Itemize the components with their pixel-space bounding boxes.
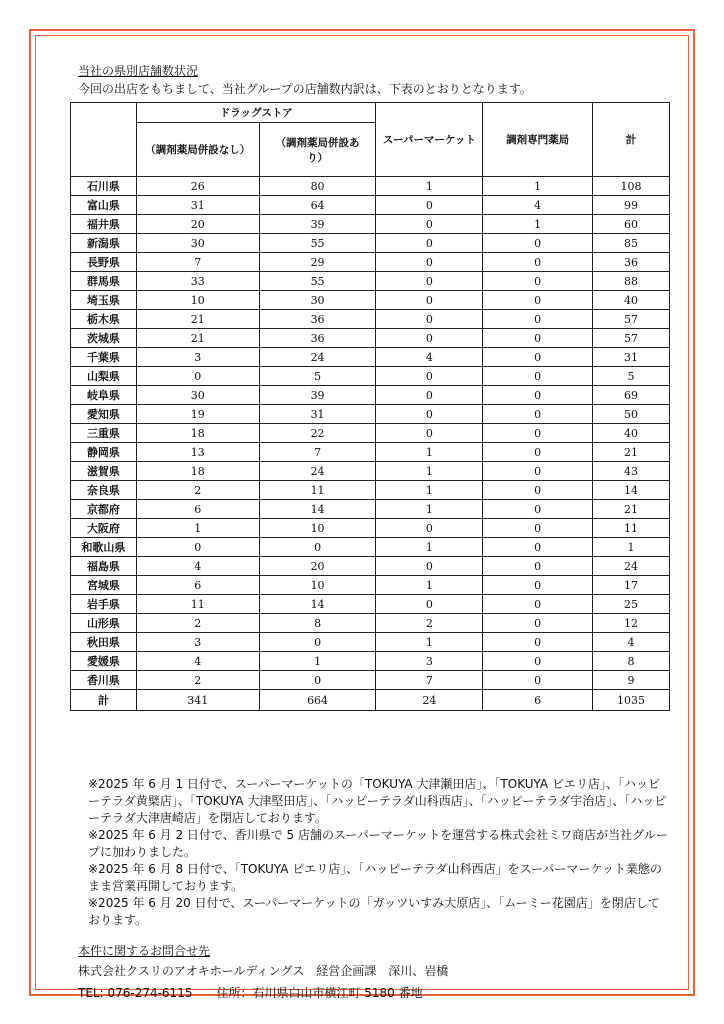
- cell-supermarket: 0: [376, 386, 483, 405]
- cell-drugstore-no-pharmacy: 21: [136, 329, 259, 348]
- cell-drugstore-no-pharmacy: 341: [136, 690, 259, 711]
- table-row: [71, 519, 670, 538]
- table-row: [71, 443, 670, 462]
- cell-drugstore-no-pharmacy: 30: [136, 234, 259, 253]
- cell-supermarket: 0: [376, 253, 483, 272]
- cell-supermarket: 0: [376, 215, 483, 234]
- cell-drugstore-with-pharmacy: 8: [259, 614, 376, 633]
- cell-drugstore-with-pharmacy: 30: [259, 291, 376, 310]
- cell-drugstore-with-pharmacy: 0: [259, 671, 376, 690]
- cell-pref: 岐阜県: [71, 386, 137, 405]
- cell-supermarket: 1: [376, 500, 483, 519]
- table-row: [71, 272, 670, 291]
- cell-drugstore-with-pharmacy: 11: [259, 481, 376, 500]
- cell-total: 69: [593, 386, 670, 405]
- table-row: [71, 367, 670, 386]
- cell-drugstore-no-pharmacy: 13: [136, 443, 259, 462]
- cell-drugstore-with-pharmacy: 5: [259, 367, 376, 386]
- cell-drugstore-with-pharmacy: 80: [259, 177, 376, 196]
- cell-drugstore-with-pharmacy: 10: [259, 576, 376, 595]
- cell-dispensing: 0: [483, 576, 593, 595]
- intro-text: 今回の出店をもちまして、当社グループの店舗数内訳は、下表のとおりとなります。: [78, 82, 532, 96]
- note-4: ※2025 年 6 月 20 日付で、スーパーマーケットの「ガッツいすみ大原店」、「ムーミー花園店」を閉店しております。: [88, 896, 660, 927]
- note-2: ※2025 年 6 月 2 日付で、香川県で 5 店舗のスーパーマーケットを運営する株式会社ミワ商店が当社グループに加わりました。: [88, 828, 668, 859]
- cell-drugstore-no-pharmacy: 2: [136, 481, 259, 500]
- cell-total: 99: [593, 196, 670, 215]
- cell-pref: 石川県: [71, 177, 137, 196]
- cell-pref: 栃木県: [71, 310, 137, 329]
- cell-drugstore-no-pharmacy: 4: [136, 557, 259, 576]
- cell-pref: 岩手県: [71, 595, 137, 614]
- table-body: [71, 177, 670, 711]
- header-drugstore-group: ドラッグストア: [136, 103, 376, 123]
- cell-drugstore-no-pharmacy: 3: [136, 348, 259, 367]
- cell-dispensing: 6: [483, 690, 593, 711]
- cell-drugstore-no-pharmacy: 1: [136, 519, 259, 538]
- cell-supermarket: 1: [376, 462, 483, 481]
- cell-total: 21: [593, 500, 670, 519]
- notes-block: [88, 776, 668, 929]
- cell-drugstore-with-pharmacy: 55: [259, 272, 376, 291]
- cell-total: 43: [593, 462, 670, 481]
- cell-total: 36: [593, 253, 670, 272]
- cell-total: 31: [593, 348, 670, 367]
- cell-dispensing: 0: [483, 234, 593, 253]
- header-without-pharmacy: （調剤薬局併設なし）: [136, 123, 259, 177]
- cell-drugstore-no-pharmacy: 31: [136, 196, 259, 215]
- cell-supermarket: 0: [376, 196, 483, 215]
- section-title: 当社の県別店舗数状況: [78, 64, 199, 78]
- cell-supermarket: 4: [376, 348, 483, 367]
- cell-pref: 香川県: [71, 671, 137, 690]
- cell-total: 25: [593, 595, 670, 614]
- table-row: [71, 500, 670, 519]
- table-row: [71, 538, 670, 557]
- cell-supermarket: 0: [376, 405, 483, 424]
- table-row: [71, 291, 670, 310]
- cell-drugstore-no-pharmacy: 30: [136, 386, 259, 405]
- cell-supermarket: 0: [376, 595, 483, 614]
- cell-pref: 福井県: [71, 215, 137, 234]
- table-row: [71, 595, 670, 614]
- table-row: [71, 215, 670, 234]
- document-body: [70, 62, 670, 1000]
- contact-title: 本件に関するお問合せ先: [78, 944, 211, 958]
- cell-dispensing: 0: [483, 614, 593, 633]
- cell-drugstore-no-pharmacy: 7: [136, 253, 259, 272]
- cell-dispensing: 0: [483, 272, 593, 291]
- cell-total: 40: [593, 291, 670, 310]
- table-row: [71, 424, 670, 443]
- cell-drugstore-with-pharmacy: 39: [259, 215, 376, 234]
- header-with-pharmacy: （調剤薬局併設あり）: [259, 123, 376, 177]
- cell-drugstore-no-pharmacy: 11: [136, 595, 259, 614]
- cell-total: 24: [593, 557, 670, 576]
- cell-pref: 大阪府: [71, 519, 137, 538]
- cell-drugstore-no-pharmacy: 2: [136, 671, 259, 690]
- cell-supermarket: 0: [376, 272, 483, 291]
- table-row: [71, 652, 670, 671]
- cell-dispensing: 0: [483, 443, 593, 462]
- table-row: [71, 310, 670, 329]
- table-row: [71, 234, 670, 253]
- cell-supermarket: 1: [376, 481, 483, 500]
- note-1: ※2025 年 6 月 1 日付で、スーパーマーケットの「TOKUYA 大津瀬田店」、「TOKUYA ピエリ店」、「ハッピーテラダ黄檗店」、「TOKUYA 大津堅田店」、「ハッピーテラダ山科西店」、「ハッピーテラダ宇治店」、「ハッピーテラダ大津唐崎店」を閉店しております。: [88, 777, 667, 825]
- cell-pref: 山形県: [71, 614, 137, 633]
- table-row: [71, 348, 670, 367]
- cell-total: 88: [593, 272, 670, 291]
- cell-supermarket: 24: [376, 690, 483, 711]
- note-3: ※2025 年 6 月 8 日付で、「TOKUYA ピエリ店」、「ハッピーテラダ山科西店」をスーパーマーケット業態のまま営業再開しております。: [88, 862, 662, 893]
- cell-pref: 群馬県: [71, 272, 137, 291]
- cell-supermarket: 0: [376, 329, 483, 348]
- cell-pref: 新潟県: [71, 234, 137, 253]
- cell-supermarket: 7: [376, 671, 483, 690]
- cell-total: 21: [593, 443, 670, 462]
- cell-drugstore-with-pharmacy: 29: [259, 253, 376, 272]
- cell-pref: 静岡県: [71, 443, 137, 462]
- cell-pref: 愛媛県: [71, 652, 137, 671]
- cell-drugstore-with-pharmacy: 664: [259, 690, 376, 711]
- cell-pref: 奈良県: [71, 481, 137, 500]
- cell-dispensing: 0: [483, 253, 593, 272]
- cell-total: 85: [593, 234, 670, 253]
- cell-pref: 三重県: [71, 424, 137, 443]
- table-total-row: [71, 690, 670, 711]
- cell-supermarket: 1: [376, 538, 483, 557]
- cell-drugstore-with-pharmacy: 7: [259, 443, 376, 462]
- cell-dispensing: 0: [483, 329, 593, 348]
- cell-supermarket: 0: [376, 291, 483, 310]
- table-row: [71, 576, 670, 595]
- cell-drugstore-with-pharmacy: 64: [259, 196, 376, 215]
- cell-dispensing: 0: [483, 633, 593, 652]
- cell-total: 12: [593, 614, 670, 633]
- cell-pref: 茨城県: [71, 329, 137, 348]
- header-supermarket: スーパーマーケット: [376, 103, 483, 177]
- cell-pref: 愛知県: [71, 405, 137, 424]
- cell-dispensing: 1: [483, 177, 593, 196]
- cell-drugstore-no-pharmacy: 18: [136, 424, 259, 443]
- cell-drugstore-no-pharmacy: 3: [136, 633, 259, 652]
- cell-total: 50: [593, 405, 670, 424]
- table-row: [71, 253, 670, 272]
- cell-drugstore-with-pharmacy: 20: [259, 557, 376, 576]
- cell-drugstore-with-pharmacy: 31: [259, 405, 376, 424]
- cell-dispensing: 0: [483, 386, 593, 405]
- cell-drugstore-with-pharmacy: 14: [259, 500, 376, 519]
- cell-drugstore-with-pharmacy: 10: [259, 519, 376, 538]
- cell-pref: 和歌山県: [71, 538, 137, 557]
- cell-pref: 埼玉県: [71, 291, 137, 310]
- cell-supermarket: 1: [376, 177, 483, 196]
- cell-total: 4: [593, 633, 670, 652]
- store-count-table: [70, 102, 670, 711]
- cell-drugstore-no-pharmacy: 6: [136, 500, 259, 519]
- cell-supermarket: 1: [376, 576, 483, 595]
- cell-supermarket: 0: [376, 519, 483, 538]
- cell-dispensing: 0: [483, 348, 593, 367]
- cell-drugstore-no-pharmacy: 2: [136, 614, 259, 633]
- cell-dispensing: 4: [483, 196, 593, 215]
- table-row: [71, 614, 670, 633]
- cell-total: 1: [593, 538, 670, 557]
- cell-drugstore-with-pharmacy: 22: [259, 424, 376, 443]
- cell-supermarket: 2: [376, 614, 483, 633]
- cell-drugstore-no-pharmacy: 26: [136, 177, 259, 196]
- cell-supermarket: 0: [376, 557, 483, 576]
- cell-dispensing: 0: [483, 310, 593, 329]
- table-row: [71, 386, 670, 405]
- table-row: [71, 329, 670, 348]
- cell-total: 17: [593, 576, 670, 595]
- cell-drugstore-with-pharmacy: 55: [259, 234, 376, 253]
- table-row: [71, 633, 670, 652]
- cell-total: 40: [593, 424, 670, 443]
- cell-total: 57: [593, 329, 670, 348]
- cell-pref: 秋田県: [71, 633, 137, 652]
- header-pref-blank: [71, 103, 137, 177]
- cell-drugstore-no-pharmacy: 4: [136, 652, 259, 671]
- cell-pref: 長野県: [71, 253, 137, 272]
- contact-phone-address: TEL: 076-274-6115 住所：石川県白山市横江町 5180 番地: [78, 986, 423, 1000]
- cell-drugstore-no-pharmacy: 6: [136, 576, 259, 595]
- cell-supermarket: 0: [376, 424, 483, 443]
- cell-drugstore-no-pharmacy: 21: [136, 310, 259, 329]
- cell-drugstore-with-pharmacy: 24: [259, 462, 376, 481]
- cell-total: 14: [593, 481, 670, 500]
- cell-pref: 宮城県: [71, 576, 137, 595]
- cell-total: 1035: [593, 690, 670, 711]
- cell-supermarket: 3: [376, 652, 483, 671]
- cell-dispensing: 0: [483, 519, 593, 538]
- cell-pref: 富山県: [71, 196, 137, 215]
- cell-pref: 山梨県: [71, 367, 137, 386]
- cell-drugstore-no-pharmacy: 10: [136, 291, 259, 310]
- cell-supermarket: 0: [376, 234, 483, 253]
- header-dispensing-pharmacy: 調剤専門薬局: [483, 103, 593, 177]
- cell-drugstore-with-pharmacy: 1: [259, 652, 376, 671]
- cell-pref: 計: [71, 690, 137, 711]
- cell-total: 9: [593, 671, 670, 690]
- cell-drugstore-with-pharmacy: 36: [259, 329, 376, 348]
- cell-supermarket: 0: [376, 367, 483, 386]
- cell-pref: 福島県: [71, 557, 137, 576]
- table-row: [71, 177, 670, 196]
- cell-drugstore-with-pharmacy: 36: [259, 310, 376, 329]
- cell-pref: 京都府: [71, 500, 137, 519]
- cell-dispensing: 0: [483, 367, 593, 386]
- cell-supermarket: 0: [376, 310, 483, 329]
- table-row: [71, 196, 670, 215]
- cell-drugstore-no-pharmacy: 0: [136, 538, 259, 557]
- cell-supermarket: 1: [376, 443, 483, 462]
- cell-drugstore-no-pharmacy: 0: [136, 367, 259, 386]
- contact-company: 株式会社クスリのアオキホールディングス 経営企画課 深川、岩橋: [78, 964, 449, 978]
- cell-total: 108: [593, 177, 670, 196]
- cell-drugstore-no-pharmacy: 18: [136, 462, 259, 481]
- cell-dispensing: 0: [483, 424, 593, 443]
- cell-dispensing: 0: [483, 538, 593, 557]
- cell-drugstore-no-pharmacy: 20: [136, 215, 259, 234]
- cell-dispensing: 0: [483, 557, 593, 576]
- cell-dispensing: 0: [483, 462, 593, 481]
- cell-total: 8: [593, 652, 670, 671]
- cell-drugstore-with-pharmacy: 39: [259, 386, 376, 405]
- cell-pref: 滋賀県: [71, 462, 137, 481]
- cell-drugstore-with-pharmacy: 14: [259, 595, 376, 614]
- table-row: [71, 671, 670, 690]
- cell-supermarket: 1: [376, 633, 483, 652]
- header-total: 計: [593, 103, 670, 177]
- cell-drugstore-with-pharmacy: 0: [259, 538, 376, 557]
- cell-total: 5: [593, 367, 670, 386]
- table-row: [71, 405, 670, 424]
- cell-total: 11: [593, 519, 670, 538]
- table-row: [71, 557, 670, 576]
- cell-drugstore-no-pharmacy: 19: [136, 405, 259, 424]
- cell-dispensing: 0: [483, 595, 593, 614]
- cell-dispensing: 0: [483, 671, 593, 690]
- cell-dispensing: 0: [483, 652, 593, 671]
- cell-drugstore-with-pharmacy: 0: [259, 633, 376, 652]
- cell-dispensing: 0: [483, 500, 593, 519]
- cell-pref: 千葉県: [71, 348, 137, 367]
- cell-total: 57: [593, 310, 670, 329]
- cell-dispensing: 0: [483, 481, 593, 500]
- cell-total: 60: [593, 215, 670, 234]
- table-row: [71, 481, 670, 500]
- cell-dispensing: 1: [483, 215, 593, 234]
- cell-drugstore-with-pharmacy: 24: [259, 348, 376, 367]
- cell-drugstore-no-pharmacy: 33: [136, 272, 259, 291]
- cell-dispensing: 0: [483, 291, 593, 310]
- table-row: [71, 462, 670, 481]
- cell-dispensing: 0: [483, 405, 593, 424]
